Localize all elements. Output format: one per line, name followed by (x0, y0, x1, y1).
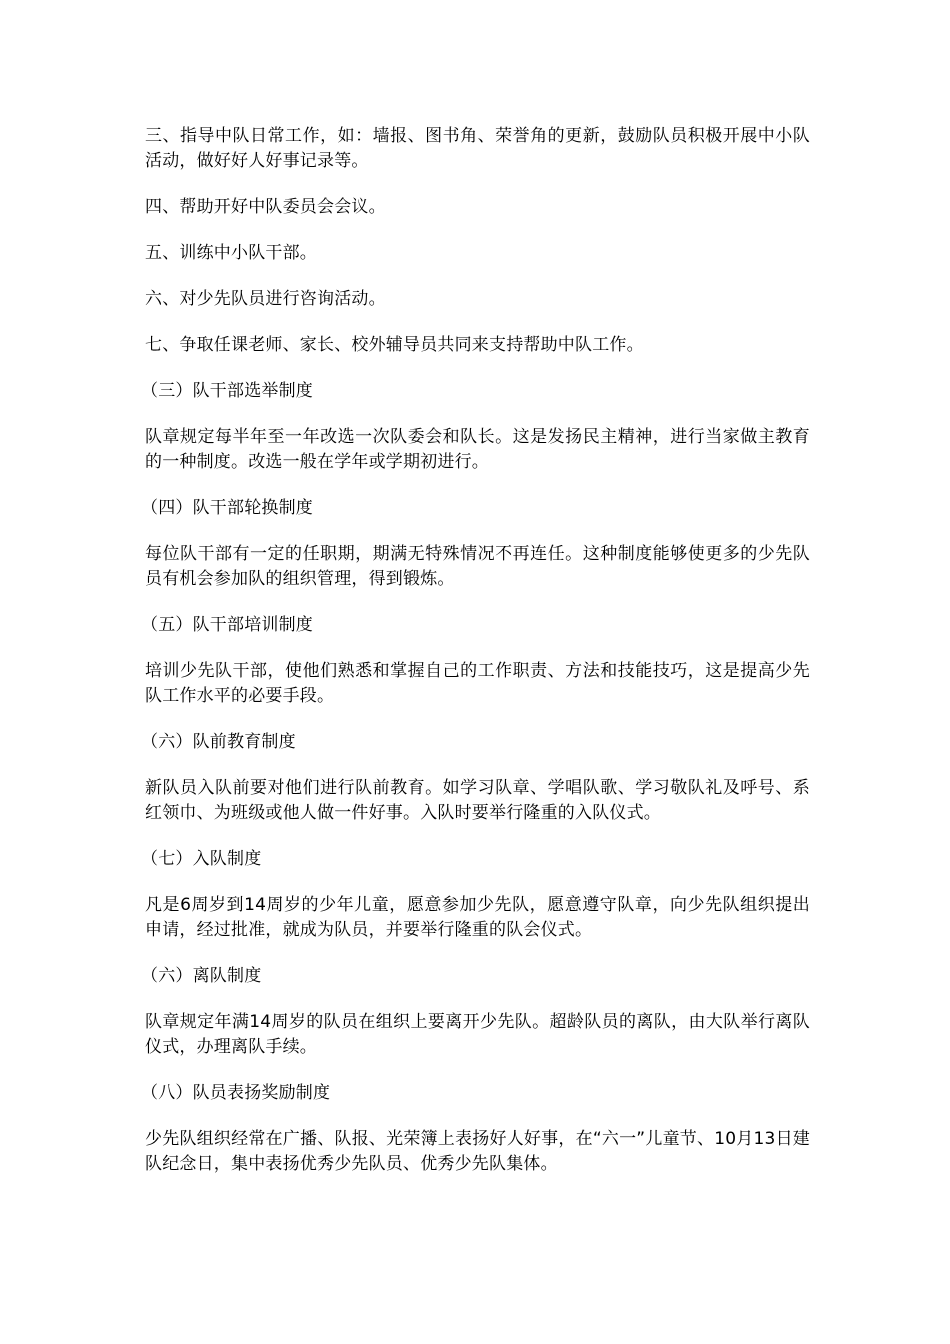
paragraph-election: 队章规定每半年至一年改选一次队委会和队长。这是发扬民主精神，进行当家做主教育的一种制度。改选一般在学年或学期初进行。 (145, 427, 810, 472)
paragraph-joining: 凡是6周岁到14周岁的少年儿童，愿意参加少先队，愿意遵守队章，向少先队组织提出申请，经过批准，就成为队员，并要举行隆重的队会仪式。 (145, 895, 810, 940)
section-heading-leaving: （六）离队制度 (141, 966, 262, 986)
section-heading-rotation: （四）队干部轮换制度 (141, 498, 313, 518)
paragraph-rotation: 每位队干部有一定的任职期，期满无特殊情况不再连任。这种制度能够使更多的少先队员有机会参加队的组织管理，得到锻炼。 (145, 544, 810, 589)
paragraph-item-3: 三、指导中队日常工作，如：墙报、图书角、荣誉角的更新，鼓励队员积极开展中小队活动，做好好人好事记录等。 (145, 126, 810, 171)
paragraph-rewards: 少先队组织经常在广播、队报、光荣簿上表扬好人好事，在“六一”儿童节、10月13日建队纪念日，集中表扬优秀少先队员、优秀少先队集体。 (145, 1129, 810, 1174)
paragraph-leaving: 队章规定年满14周岁的队员在组织上要离开少先队。超龄队员的离队，由大队举行离队仪式，办理离队手续。 (145, 1012, 810, 1057)
section-heading-election: （三）队干部选举制度 (141, 381, 313, 401)
section-heading-rewards: （八）队员表扬奖励制度 (141, 1083, 331, 1103)
section-heading-pre-education: （六）队前教育制度 (141, 732, 296, 752)
section-heading-training: （五）队干部培训制度 (141, 615, 313, 635)
paragraph-item-7: 七、争取任课老师、家长、校外辅导员共同来支持帮助中队工作。 (145, 335, 644, 355)
paragraph-item-6: 六、对少先队员进行咨询活动。 (145, 289, 386, 309)
paragraph-pre-education: 新队员入队前要对他们进行队前教育。如学习队章、学唱队歌、学习敬队礼及呼号、系红领巾、为班级或他人做一件好事。入队时要举行隆重的入队仪式。 (145, 778, 810, 823)
paragraph-item-5: 五、训练中小队干部。 (145, 243, 317, 263)
paragraph-training: 培训少先队干部，使他们熟悉和掌握自己的工作职责、方法和技能技巧，这是提高少先队工作水平的必要手段。 (145, 661, 810, 706)
section-heading-joining: （七）入队制度 (141, 849, 262, 869)
paragraph-item-4: 四、帮助开好中队委员会会议。 (145, 197, 386, 217)
